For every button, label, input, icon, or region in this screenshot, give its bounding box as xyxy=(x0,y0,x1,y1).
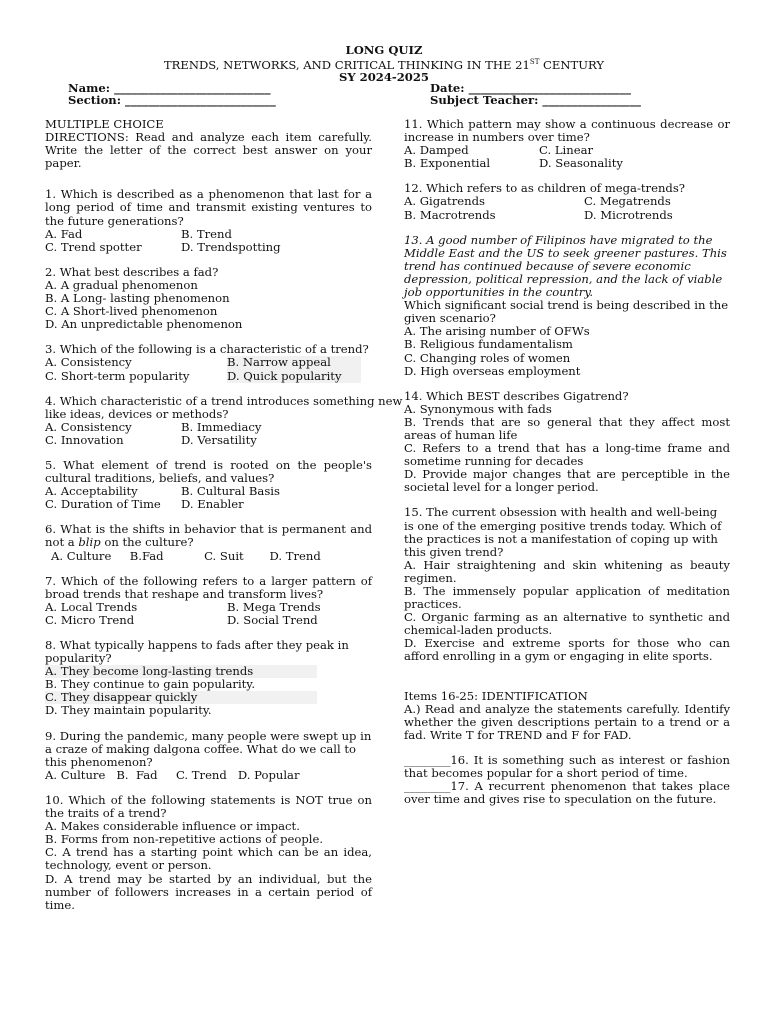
option-c: C. Organic farming as an alternative to synthetic and chemical-laden products. xyxy=(404,610,730,638)
school-year: SY 2024-2025 xyxy=(338,69,430,84)
question-stem: 14. Which BEST describes Gigatrend? xyxy=(404,388,629,403)
question-6 xyxy=(45,523,372,562)
question-stem: Which significant social trend is being described in the given scenario? xyxy=(404,298,729,326)
subtitle-text-end: CENTURY xyxy=(539,57,605,72)
stem-text-end: on the culture? xyxy=(100,535,194,550)
options-row xyxy=(404,157,730,170)
option-a: A. Fad xyxy=(45,226,83,241)
question-10 xyxy=(45,794,372,912)
option-c: C. Innovation xyxy=(45,432,124,447)
options-row xyxy=(45,498,372,511)
option-d: D. Provide major changes that are perceptible in the societal level for a longer period. xyxy=(404,467,730,495)
option-a: A. Local Trends xyxy=(45,599,138,614)
question-13 xyxy=(404,234,730,378)
identification-directions: A.) Read and analyze the statements carefully. Identify whether the given descriptions pertain to a trend or a fad. Write T for TREND and F for FAD. xyxy=(404,701,730,742)
option-c: C. A trend has a starting point which can be an idea, technology, event or person. xyxy=(45,845,372,873)
subtitle-text: TRENDS, NETWORKS, AND CRITICAL THINKING IN THE 21 xyxy=(163,57,530,72)
option-a: A. Consistency xyxy=(45,419,132,434)
identification-heading: Items 16-25: IDENTIFICATION xyxy=(404,688,588,703)
question-stem: 4. Which characteristic of a trend introduces something new like ideas, devices or methods? xyxy=(45,393,403,421)
option-b: B. Exponential xyxy=(404,156,491,171)
name-field[interactable]: Name: ___________________________ xyxy=(68,81,271,95)
options-row xyxy=(404,209,730,222)
option-a: A. Gigatrends xyxy=(404,194,485,209)
option-c: C. Short-term popularity xyxy=(45,368,190,383)
option-b: B. Cultural Basis xyxy=(181,484,280,499)
question-stem: 12. Which refers to as children of mega-trends? xyxy=(404,181,685,196)
question-stem: 7. Which of the following refers to a larger pattern of broad trends that reshape and transform lives? xyxy=(45,573,372,601)
option-c: C. A Short-lived phenomenon xyxy=(45,304,218,319)
option-a: A. Hair straightening and skin whitening as beauty regimen. xyxy=(404,557,730,585)
option-b: B. The immensely popular application of meditation practices. xyxy=(404,584,730,612)
option-a: A. Consistency xyxy=(45,355,132,370)
options-row xyxy=(45,228,372,241)
option-c: C. Trend spotter xyxy=(45,239,142,254)
option-c: C. Duration of Time xyxy=(45,497,161,512)
options-inline: A. Culture B. Fad C. Trend D. Popular xyxy=(45,767,300,782)
question-stem: 10. Which of the following statements is NOT true on the traits of a trend? xyxy=(45,792,372,821)
identification-item-16[interactable]: ________16. It is something such as interest or fashion that becomes popular for a short period of time. xyxy=(404,752,730,781)
option-b: B. Narrow appeal xyxy=(227,356,361,369)
option-c: C. Megatrends xyxy=(584,194,671,209)
option-d: D. Exercise and extreme sports for those who can afford enrolling in a gym or engaging in elite sports. xyxy=(404,636,730,664)
option-d: D. Seasonality xyxy=(539,156,623,171)
quiz-title: LONG QUIZ xyxy=(345,43,423,57)
option-b: B. Religious fundamentalism xyxy=(404,337,573,352)
option-c: C. Micro Trend xyxy=(45,612,135,627)
option-b: B. Mega Trends xyxy=(227,599,321,614)
section-heading: MULTIPLE CHOICE xyxy=(45,117,164,131)
question-12 xyxy=(404,182,730,221)
question-stem: 3. Which of the following is a characteristic of a trend? xyxy=(45,342,369,357)
question-stem: 2. What best describes a fad? xyxy=(45,264,219,279)
options-row xyxy=(45,421,372,434)
option-b: B. They continue to gain popularity. xyxy=(45,677,256,692)
option-d: D. An unpredictable phenomenon xyxy=(45,317,243,332)
scenario-text: 13. A good number of Filipinos have migrated to the Middle East and the US to seek greener pastures. This trend has continued because of severe economic depression, political repression, and the lack of viable job opportunities in the country. xyxy=(404,232,727,300)
option-d: D. Microtrends xyxy=(584,207,673,222)
question-2 xyxy=(45,266,372,331)
option-c: C. Changing roles of women xyxy=(404,350,571,365)
option-c: C. Linear xyxy=(539,143,594,158)
question-4 xyxy=(45,393,403,447)
question-15 xyxy=(404,506,730,663)
quiz-subtitle xyxy=(0,56,768,71)
options-inline: A. Culture B.Fad C. Suit D. Trend xyxy=(51,548,321,563)
option-d: D. Enabler xyxy=(181,497,244,512)
option-b: B. Forms from non-repetitive actions of people. xyxy=(45,832,324,847)
options-row xyxy=(404,195,730,208)
option-a: A. Acceptability xyxy=(45,484,138,499)
option-d: D. Trendspotting xyxy=(181,239,281,254)
question-9 xyxy=(45,730,372,782)
directions-text: DIRECTIONS: Read and analyze each item carefully. Write the letter of the correct best answer on your paper. xyxy=(45,130,372,171)
option-d: D. They maintain popularity. xyxy=(45,703,212,718)
question-stem: 5. What element of trend is rooted on the people's cultural traditions, beliefs, and values? xyxy=(45,457,372,486)
quiz-header xyxy=(0,44,768,83)
identification-section xyxy=(404,690,730,807)
stem-emphasis: blip xyxy=(78,535,101,550)
options-row xyxy=(45,434,372,447)
directions-block xyxy=(45,118,372,170)
question-stem xyxy=(45,523,372,549)
question-5 xyxy=(45,459,372,511)
question-8 xyxy=(45,639,372,718)
option-a: A. Damped xyxy=(404,143,469,158)
option-d: D. High overseas employment xyxy=(404,363,581,378)
question-3 xyxy=(45,343,372,382)
option-b: B. Immediacy xyxy=(181,419,262,434)
subject-teacher-field[interactable]: Subject Teacher: _________________ xyxy=(430,93,641,107)
options-row xyxy=(45,241,372,254)
question-stem: 9. During the pandemic, many people were swept up in a craze of making dalgona coffee. What do we call to this phenomenon? xyxy=(45,728,372,769)
option-b: B. A Long- lasting phenomenon xyxy=(45,291,230,306)
option-a: A. A gradual phenomenon xyxy=(45,277,198,292)
options-row xyxy=(45,370,372,383)
option-c: C. They disappear quickly xyxy=(45,691,317,704)
option-a: A. They become long-lasting trends xyxy=(45,665,317,678)
subtitle-superscript: ST xyxy=(529,58,540,66)
option-a: A. Makes considerable influence or impact. xyxy=(45,819,300,834)
question-stem: 11. Which pattern may show a continuous decrease or increase in numbers over time? xyxy=(404,117,730,145)
identification-item-17[interactable]: ________17. A recurrent phenomenon that takes place over time and gives rise to speculation on the future. xyxy=(404,779,730,807)
question-stem: 15. The current obsession with health and well-being is one of the emerging positive trends today. Which of the practices is not a manifestation of coping up with this given trend? xyxy=(404,505,722,559)
question-stem: 1. Which is described as a phenomenon that last for a long period of time and transmit existing ventures to the future generations? xyxy=(45,187,372,228)
date-field[interactable]: Date: ____________________________ xyxy=(430,81,631,95)
option-d: D. Social Trend xyxy=(227,612,318,627)
option-b: B. Trends that are so general that they affect most areas of human life xyxy=(404,414,730,442)
options-row xyxy=(45,601,372,614)
question-1 xyxy=(45,188,372,253)
question-14 xyxy=(404,390,730,495)
question-stem: 8. What typically happens to fads after they peak in popularity? xyxy=(45,638,349,666)
option-d: D. A trend may be started by an individual, but the number of followers increases in a certain period of time. xyxy=(45,871,372,912)
section-field[interactable]: Section: __________________________ xyxy=(68,93,276,107)
right-column xyxy=(404,118,730,806)
option-d: D. Versatility xyxy=(181,432,257,447)
options-row xyxy=(45,614,372,627)
option-d: D. Quick popularity xyxy=(227,370,361,383)
option-a: A. The arising number of OFWs xyxy=(404,324,590,339)
option-c: C. Refers to a trend that has a long-time frame and sometime running for decades xyxy=(404,441,730,469)
question-11 xyxy=(404,118,730,170)
option-b: B. Trend xyxy=(181,226,232,241)
option-b: B. Macrotrends xyxy=(404,207,496,222)
option-a: A. Synonymous with fads xyxy=(404,401,552,416)
left-column xyxy=(45,117,403,924)
stem-text: 6. What is the shifts in behavior that is permanent and not a xyxy=(45,522,372,550)
question-7 xyxy=(45,575,372,627)
options-row xyxy=(45,356,372,369)
